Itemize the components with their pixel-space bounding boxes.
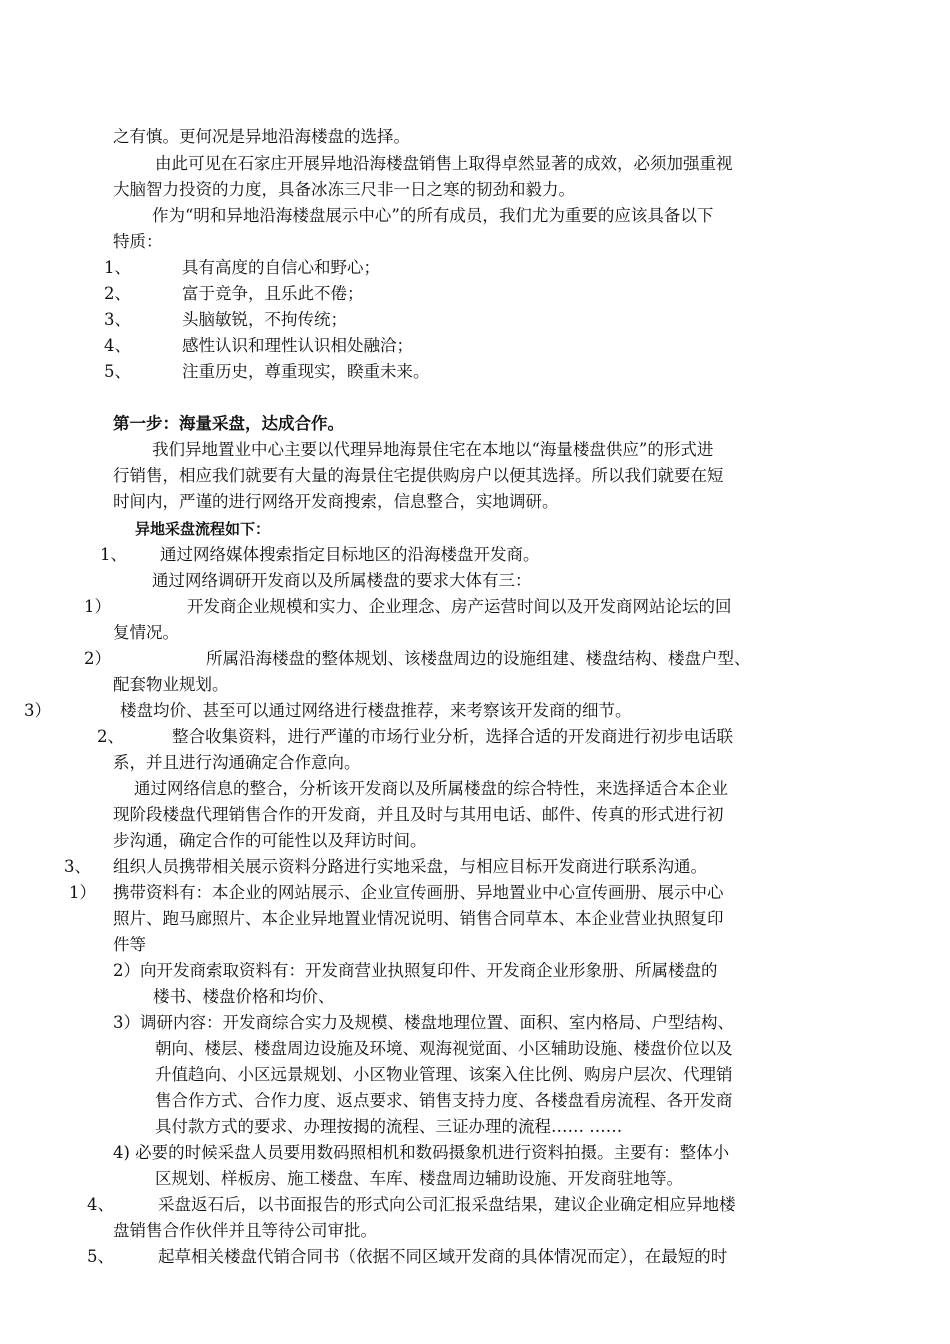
list-marker: 2、 <box>97 727 124 746</box>
text-line: 照片、跑马廊照片、本企业异地置业情况说明、销售合同草本、本企业营业执照复印 <box>113 909 724 928</box>
text-line: 升值趋向、小区远景规划、小区物业管理、该案入住比例、购房户层次、代理销 <box>155 1065 733 1084</box>
list-marker: 1、 <box>100 545 127 564</box>
list-marker: 4、 <box>104 336 131 355</box>
text-line: 售合作方式、合作力度、返点要求、销售支持力度、各楼盘看房流程、各开发商 <box>155 1091 733 1110</box>
text-line: 盘销售合作伙伴并且等待公司审批。 <box>113 1221 377 1240</box>
list-marker: 1） <box>69 883 96 902</box>
list-item-text: 起草相关楼盘代销合同书（依据不同区域开发商的具体情况而定），在最短的时 <box>158 1247 728 1266</box>
list-marker: 1、 <box>104 258 131 277</box>
text-line: 楼书、楼盘价格和均价、 <box>153 987 335 1006</box>
text-line: 大脑智力投资的力度，具备冰冻三尺非一日之寒的韧劲和毅力。 <box>113 180 575 199</box>
list-marker: 1） <box>84 597 111 616</box>
list-item-text: 楼盘均价、甚至可以通过网络进行楼盘推荐，来考察该开发商的细节。 <box>120 701 632 720</box>
list-marker: 3、 <box>104 310 131 329</box>
text-line: 之有慎。更何况是异地沿海楼盘的选择。 <box>113 127 410 146</box>
text-line: 作为“明和异地沿海楼盘展示中心”的所有成员，我们尤为重要的应该具备以下 <box>152 206 714 225</box>
list-marker: 3） <box>24 701 51 720</box>
list-item-text: 所属沿海楼盘的整体规划、该楼盘周边的设施组建、楼盘结构、楼盘户型、 <box>206 649 751 668</box>
list-item-text: 头脑敏锐，不拘传统； <box>182 310 347 329</box>
list-marker: 2） <box>84 649 111 668</box>
text-line: 系，并且进行沟通确定合作意向。 <box>113 753 361 772</box>
text-line: 4) 必要的时候采盘人员要用数码照相机和数码摄象机进行资料拍摄。主要有：整体小 <box>113 1143 730 1162</box>
list-item-text: 富于竞争，且乐此不倦； <box>182 284 364 303</box>
text-line: 特质： <box>113 232 163 251</box>
text-line: 具付款方式的要求、办理按揭的流程、三证办理的流程…… …… <box>155 1117 623 1136</box>
text-line: 件等 <box>113 935 146 954</box>
text-line: 3）调研内容：开发商综合实力及规模、楼盘地理位置、面积、室内格局、户型结构、 <box>113 1013 734 1032</box>
text-line: 区规划、样板房、施工楼盘、车库、楼盘周边辅助设施、开发商驻地等。 <box>155 1169 683 1188</box>
list-item-text: 通过网络媒体搜索指定目标地区的沿海楼盘开发商。 <box>160 545 540 564</box>
text-line: 朝向、楼层、楼盘周边设施及环境、观海视觉面、小区辅助设施、楼盘价位以及 <box>155 1039 733 1058</box>
text-line: 现阶段楼盘代理销售合作的开发商，并且及时与其用电话、邮件、传真的形式进行初 <box>113 805 724 824</box>
list-item-text: 注重历史，尊重现实，睽重未来。 <box>182 362 430 381</box>
text-line: 配套物业规划。 <box>113 675 229 694</box>
list-item-text: 携带资料有：本企业的网站展示、企业宣传画册、异地置业中心宣传画册、展示中心 <box>113 883 724 902</box>
text-line: 通过网络信息的整合，分析该开发商以及所属楼盘的综合特性，来选择适合本企业 <box>134 779 728 798</box>
list-marker: 5、 <box>87 1247 114 1266</box>
list-marker: 2、 <box>104 284 131 303</box>
list-item-text: 采盘返石后，以书面报告的形式向公司汇报采盘结果，建议企业确定相应异地楼 <box>158 1195 736 1214</box>
text-line: 由此可见在石家庄开展异地沿海楼盘销售上取得卓然显著的成效，必须加强重视 <box>155 154 733 173</box>
text-line: 步沟通，确定合作的可能性以及拜访时间。 <box>113 831 427 850</box>
list-marker: 5、 <box>104 362 131 381</box>
list-item-text: 组织人员携带相关展示资料分路进行实地采盘，与相应目标开发商进行联系沟通。 <box>113 857 707 876</box>
list-marker: 4、 <box>87 1195 114 1214</box>
list-item-text: 开发商企业规模和实力、企业理念、房产运营时间以及开发商网站论坛的回 <box>187 597 732 616</box>
section-heading: 第一步：海量采盘，达成合作。 <box>113 414 344 433</box>
list-marker: 3、 <box>64 857 91 876</box>
list-item-text: 整合收集资料，进行严谨的市场行业分析，选择合适的开发商进行初步电话联 <box>172 727 733 746</box>
subheading: 异地采盘流程如下： <box>135 520 271 538</box>
text-line: 2）向开发商索取资料有：开发商营业执照复印件、开发商企业形象册、所属楼盘的 <box>113 961 718 980</box>
text-line: 行销售，相应我们就要有大量的海景住宅提供购房户以便其选择。所以我们就要在短 <box>113 466 724 485</box>
text-line: 时间内，严谨的进行网络开发商搜索，信息整合，实地调研。 <box>113 492 559 511</box>
list-item-text: 感性认识和理性认识相处融洽； <box>182 336 413 355</box>
text-line: 通过网络调研开发商以及所属楼盘的要求大体有三： <box>152 571 532 590</box>
text-line: 我们异地置业中心主要以代理异地海景住宅在本地以“海量楼盘供应”的形式进 <box>152 440 714 459</box>
list-item-text: 具有高度的自信心和野心； <box>182 258 380 277</box>
text-line: 复情况。 <box>113 623 179 642</box>
